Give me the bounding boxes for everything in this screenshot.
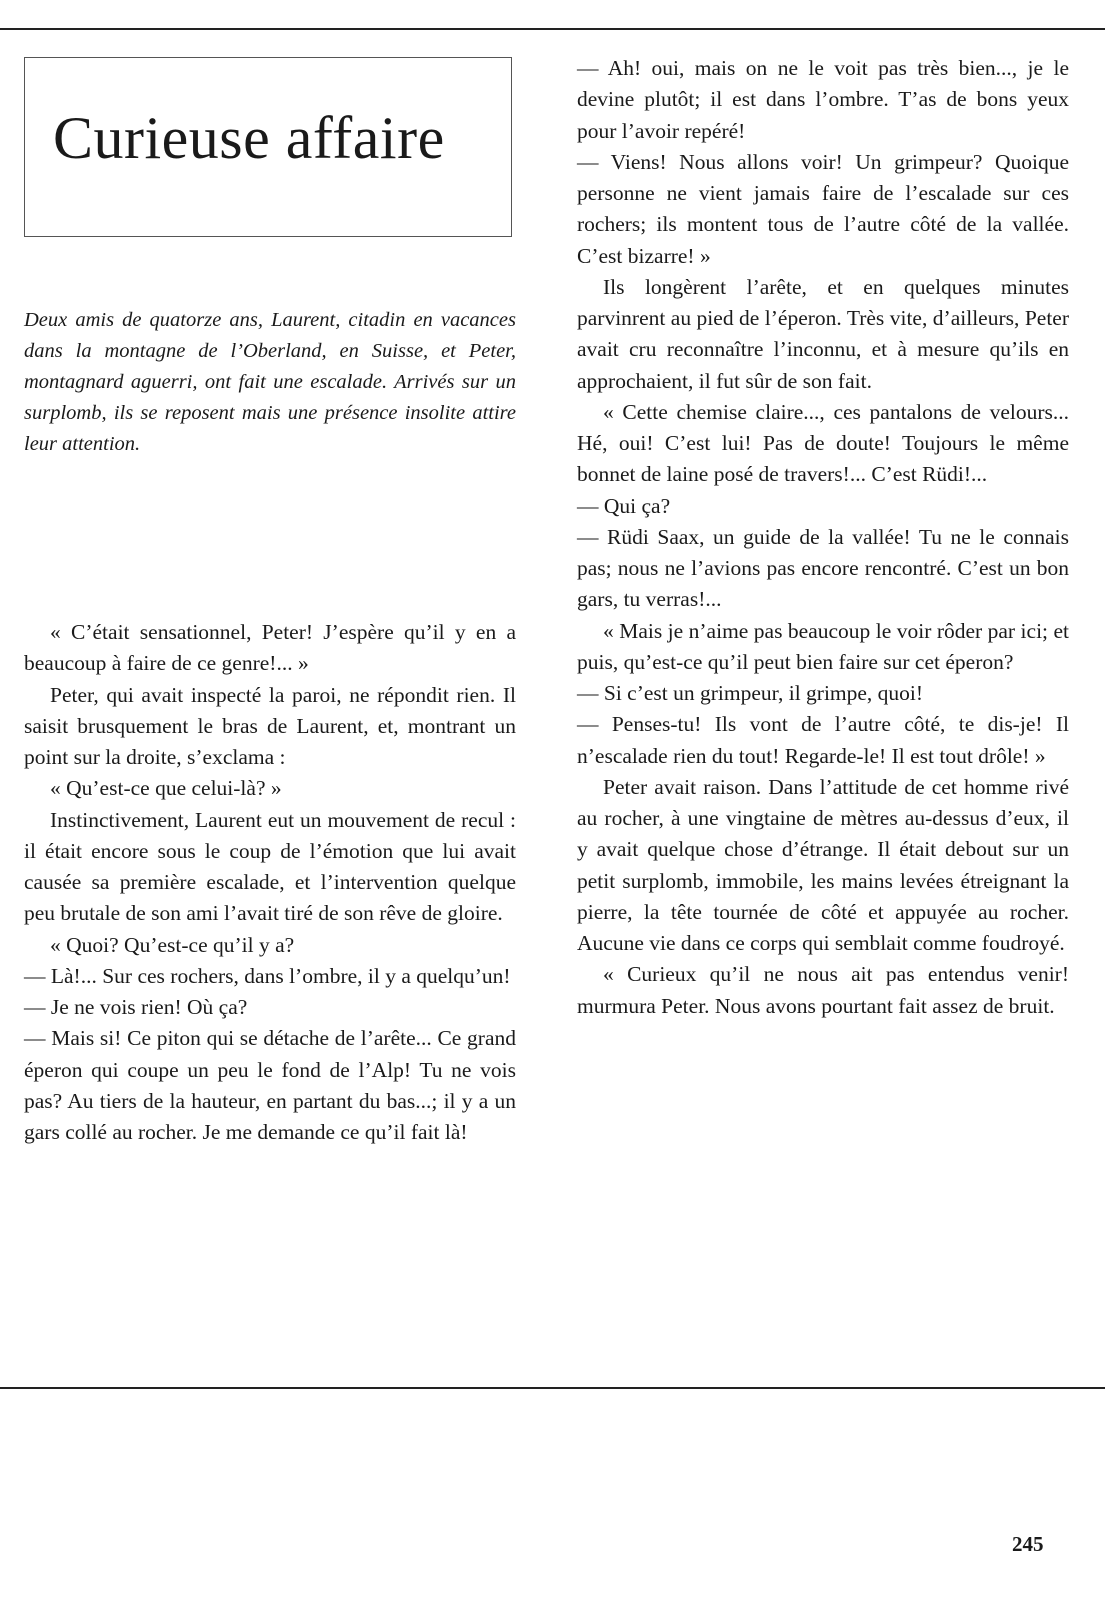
right-text-column [577, 53, 1069, 1022]
paragraph: « Mais je n’aime pas beaucoup le voir rôder par ici; et puis, qu’est-ce qu’il peut bien faire sur cet éperon? [577, 618, 1069, 674]
chapter-title: Curieuse affaire [53, 105, 445, 171]
paragraph: « Quoi? Qu’est-ce qu’il y a? [50, 932, 295, 957]
top-rule [0, 28, 1105, 30]
page-number: 245 [1012, 1532, 1044, 1556]
paragraph: — Mais si! Ce piton qui se détache de l’arête... Ce grand éperon qui coupe un peu le fond de l’Alp! Tu ne vois pas? Au tiers de la hauteur, en partant du bas...; il y a un gars collé au rocher. Je me demande ce qu’il fait là! [24, 1026, 516, 1144]
left-text-column [24, 617, 516, 1148]
paragraph: — Viens! Nous allons voir! Un grimpeur? Quoique personne ne vient jamais faire de l’escalade sur ces rochers; ils montent tous de l’autre côté de la vallée. C’est bizarre! » [577, 149, 1069, 268]
paragraph: — Penses-tu! Ils vont de l’autre côté, te dis-je! Il n’escalade rien du tout! Regarde-le! Il est tout drôle! » [577, 712, 1069, 768]
bottom-rule [0, 1387, 1105, 1389]
paragraph: « Curieux qu’il ne nous ait pas entendus venir! murmura Peter. Nous avons pourtant fait assez de bruit. [577, 962, 1069, 1018]
paragraph: « Qu’est-ce que celui-là? » [50, 776, 282, 801]
title-box [24, 57, 512, 237]
paragraph: — Ah! oui, mais on ne le voit pas très bien..., je le devine plutôt; il est dans l’ombre. T’as de bons yeux pour l’avoir repéré! [577, 56, 1069, 143]
paragraph: Peter, qui avait inspecté la paroi, ne répondit rien. Il saisit brusquement le bras de Laurent, et, montrant un point sur la droite, s’exclama : [24, 682, 516, 769]
paragraph: Peter avait raison. Dans l’attitude de cet homme rivé au rocher, à une vingtaine de mètres au-dessus d’eux, il y avait quelque chose d’étrange. Il était debout sur un petit surplomb, immobile, les mains levées étreignant la pierre, la tête tournée de côté et appuyée au rocher. Aucune vie dans ce corps qui semblait comme foudroyé. [577, 774, 1069, 955]
paragraph: — Là!... Sur ces rochers, dans l’ombre, il y a quelqu’un! [24, 963, 511, 988]
paragraph: — Je ne vois rien! Où ça? [24, 995, 248, 1019]
paragraph: Instinctivement, Laurent eut un mouvement de recul : il était encore sous le coup de l’émotion que lui avait causée sa première escalade, et l’intervention quelque peu brutale de son ami l’avait tiré de son rêve de gloire. [24, 807, 516, 926]
paragraph: Ils longèrent l’arête, et en quelques minutes parvinrent au pied de l’éperon. Très vite, d’ailleurs, Peter avait cru reconnaître l’inconnu, et à mesure qu’ils en approchaient, il fut sûr de son fait. [577, 274, 1069, 393]
intro-summary: Deux amis de quatorze ans, Laurent, citadin en vacances dans la montagne de l’Oberland, en Suisse, et Peter, montagnard aguerri, ont fait une escalade. Arrivés sur un surplomb, ils se reposent mais une présence insolite attire leur attention. [24, 309, 516, 456]
paragraph: — Rüdi Saax, un guide de la vallée! Tu ne le connais pas; nous ne l’avions pas encore rencontré. C’est un bon gars, tu verras!... [577, 524, 1069, 612]
paragraph: — Qui ça? [577, 493, 671, 518]
paragraph: — Si c’est un grimpeur, il grimpe, quoi! [577, 681, 924, 705]
paragraph: « C’était sensationnel, Peter! J’espère qu’il y en a beaucoup à faire de ce genre!... » [24, 620, 516, 676]
paragraph: « Cette chemise claire..., ces pantalons de velours... Hé, oui! C’est lui! Pas de doute! Toujours le même bonnet de laine posé de travers!... C’est Rüdi!... [577, 399, 1069, 487]
